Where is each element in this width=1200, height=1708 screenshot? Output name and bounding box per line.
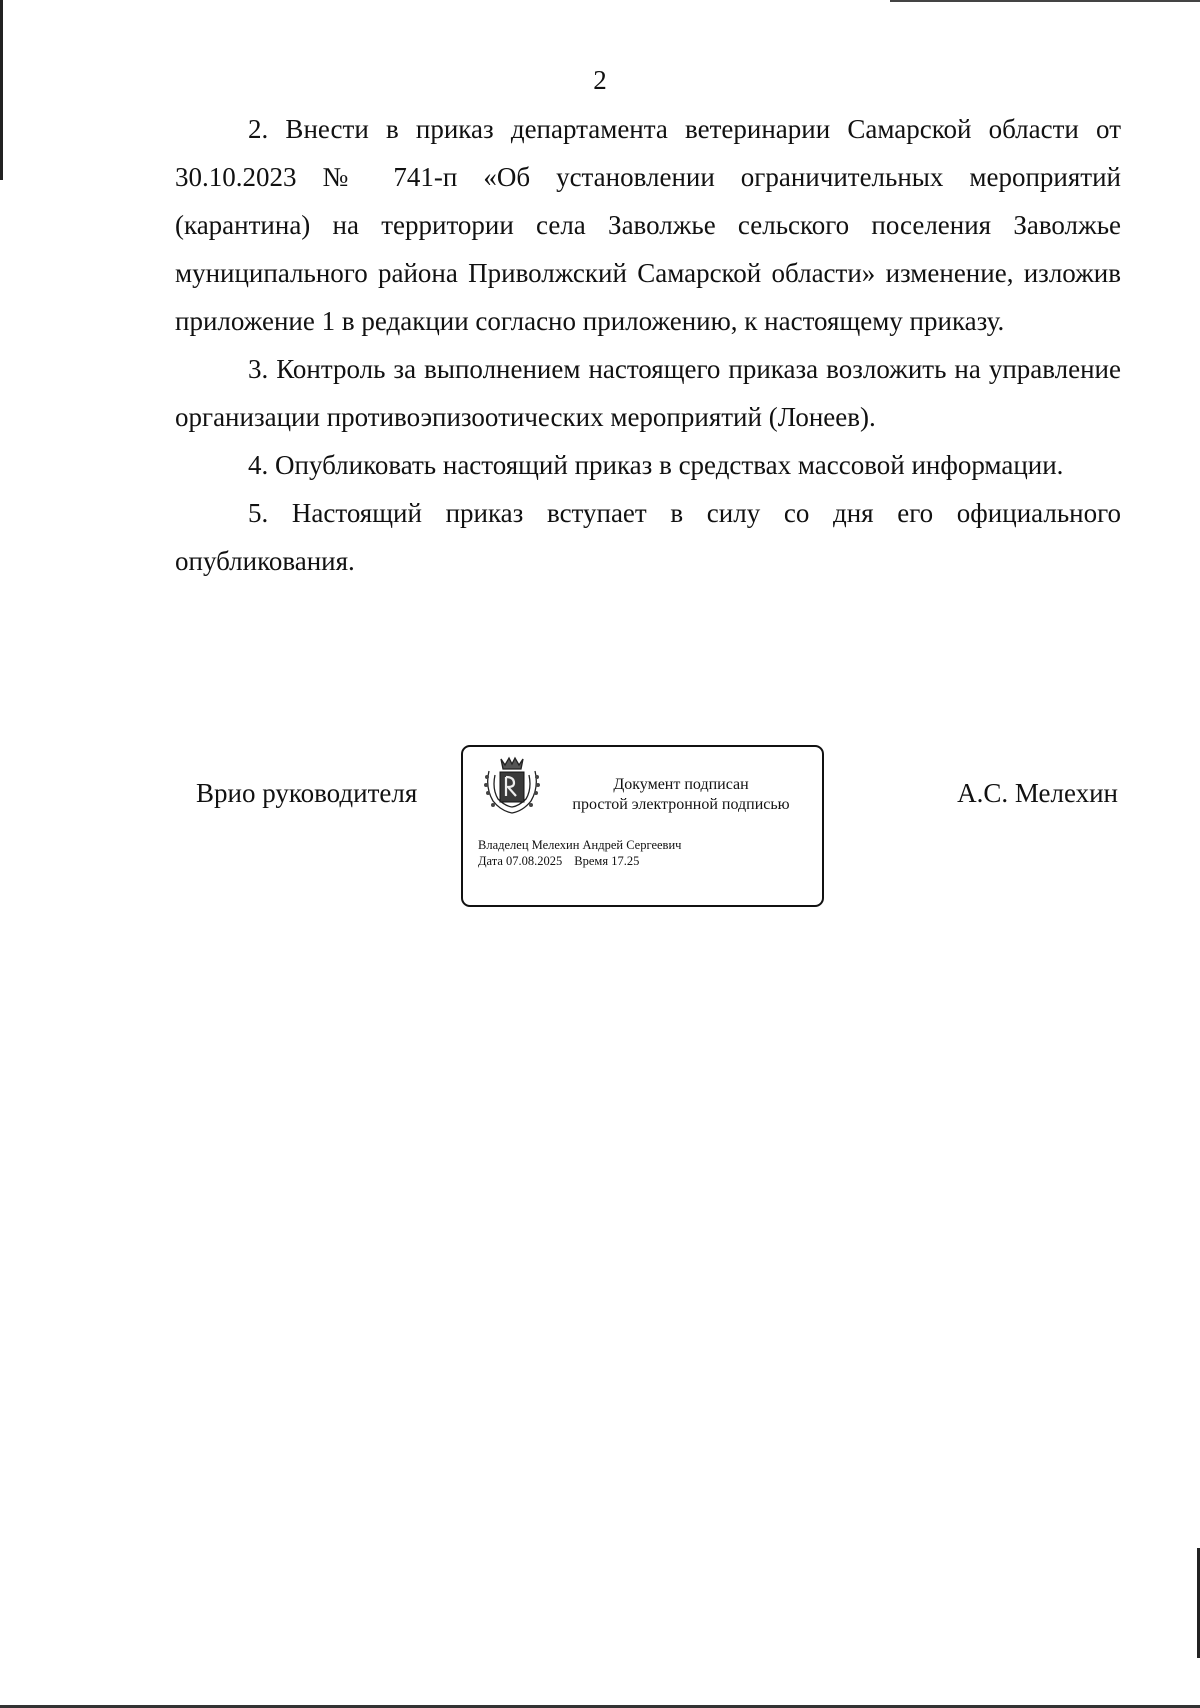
scan-edge-top	[890, 0, 1200, 2]
stamp-title-line-2: простой электронной подписью	[572, 796, 790, 813]
signatory-position: Врио руководителя	[196, 778, 418, 808]
stamp-time: Время 17.25	[574, 854, 640, 868]
stamp-details	[478, 837, 681, 869]
stamp-owner: Владелец Мелехин Андрей Сергеевич	[478, 838, 682, 852]
stamp-title	[541, 775, 821, 815]
paragraph-4: 4. Опубликовать настоящий приказ в средствах массовой информации.	[248, 450, 1064, 480]
signatory-name: А.С. Мелехин	[957, 778, 1118, 808]
stamp-date-time-row	[478, 853, 681, 869]
document-body	[175, 105, 1121, 585]
electronic-signature-stamp	[461, 745, 824, 907]
paragraph-3: 3. Контроль за выполнением настоящего приказа возложить на управление организации противоэпизоотических мероприятий (Лонеев).	[175, 354, 1121, 432]
stamp-date: Дата 07.08.2025	[478, 854, 563, 868]
samara-region-coat-of-arms-icon	[481, 753, 543, 815]
stamp-title-line-1: Документ подписан	[613, 776, 749, 793]
paragraph-5: 5. Настоящий приказ вступает в силу со дня его официального опубликования.	[175, 498, 1121, 576]
paragraph-2: 2. Внести в приказ департамента ветеринарии Самарской области от 30.10.2023 № 741-п «Об установлении ограничительных мероприятий (карантина) на территории села Заволжье сельского поселения Заволжье муниципального района Приволжский Самарской области» изменение, изложив приложение 1 в редакции согласно приложению, к настоящему приказу.	[175, 114, 1121, 336]
page-number: 2	[593, 65, 607, 95]
